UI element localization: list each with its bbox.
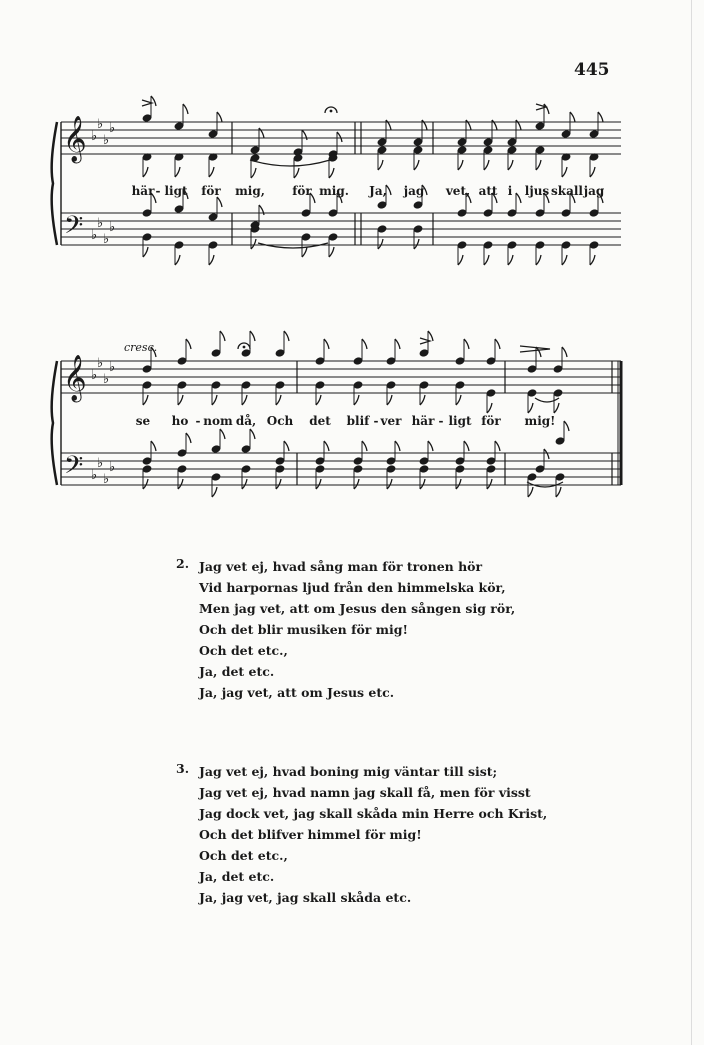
lyric-hyphen: - [373,414,379,428]
brace [52,122,57,245]
note-flag [556,487,561,497]
fermata-dot [330,110,333,113]
flat-sign: ♭ [91,129,98,144]
lyric-syllable: mig, [235,184,265,198]
note-flag [276,395,281,405]
note-flag [209,167,214,177]
note-flag [395,339,400,349]
note-flag [183,104,188,114]
note-flag [354,395,359,405]
note-flag [143,167,148,177]
tie [535,398,559,402]
note-flag [220,429,225,439]
lyric-syllable: att [478,184,498,198]
flat-sign: ♭ [97,117,104,132]
note-flag [251,239,256,249]
flat-sign: ♭ [97,356,104,371]
flat-sign: ♭ [103,372,110,387]
note-flag [143,395,148,405]
note-flag [562,167,567,177]
note-flag [495,339,500,349]
flat-sign: ♭ [109,220,116,235]
lyric-syllable: ligt [448,414,472,428]
flat-sign: ♭ [103,232,110,247]
verse-line: Ja, jag vet, jag skall skåda etc. [199,890,412,905]
verse-line: Ja, det etc. [199,664,275,679]
note-flag [250,331,255,341]
lyric-syllable: det [309,414,331,428]
note-flag [354,479,359,489]
note-flag [329,247,334,257]
note-flag [217,112,222,122]
lyric-syllable: ho [171,414,189,428]
note-flag [143,479,148,489]
note-flag [329,168,334,178]
dynamic-cresc: cresc. [124,341,158,354]
lyric-syllable: för [201,184,221,198]
note-flag [302,247,307,257]
note-flag [178,395,183,405]
note-flag [378,160,383,170]
treble-clef: 𝄞 [63,355,87,401]
verse-line: Vid harpornas ljud från den himmelska kör, [199,580,506,595]
lyric-syllable: skall [551,184,583,198]
verse-line: Men jag vet, att om Jesus den sången sig rör, [199,601,516,616]
verse-line: Och det etc., [199,848,288,863]
note-flag [242,479,247,489]
decrescendo-mark [520,346,550,352]
note-flag [420,479,425,489]
flat-sign: ♭ [91,368,98,383]
bass-clef: 𝄢 [64,211,84,246]
flat-sign: ♭ [109,460,116,475]
lyric-hyphen: - [155,184,161,198]
note-flag [414,160,419,170]
verse-line: Jag dock vet, jag skall skåda min Herre och Krist, [199,806,548,821]
lyric-syllable: mig! [524,414,556,428]
note-flag [294,168,299,178]
lyric-syllable: Ja, [369,184,387,198]
note-flag [217,197,222,207]
note-flag [276,479,281,489]
verse-line: Och det blifver himmel för mig! [199,827,422,842]
flat-sign: ♭ [97,216,104,231]
lyric-syllable: ljus [524,184,550,198]
note-flag [324,339,329,349]
lyric-syllable: se [135,414,151,428]
note-flag [209,255,214,265]
note-flag [143,247,148,257]
note-flag [316,395,321,405]
note-flag [562,255,567,265]
note-flag [186,339,191,349]
note-flag [544,104,549,114]
note-flag [284,441,289,451]
note-flag [536,255,541,265]
note-flag [570,112,575,122]
note-flag [458,160,463,170]
note-flag [151,441,156,451]
note-flag [387,479,392,489]
note-flag [420,395,425,405]
lyric-hyphen: - [438,414,444,428]
note-flag [554,403,559,413]
lyric-syllable: här [411,414,435,428]
note-flag [337,132,342,142]
lyric-syllable: jag [403,184,425,198]
verse-line: Jag vet ej, hvad boning mig väntar till sist; [199,764,498,779]
verse-line: Ja, jag vet, att om Jesus etc. [199,685,395,700]
flat-sign: ♭ [109,360,116,375]
note-flag [456,395,461,405]
note-flag [178,479,183,489]
note-flag [458,255,463,265]
note-flag [250,429,255,439]
note-flag [516,193,521,203]
verse-number: 3. [176,761,190,776]
note-flag [242,395,247,405]
music-score [0,0,704,520]
note-flag [251,168,256,178]
note-flag [544,449,549,459]
lyric-syllable: vet, [445,184,471,198]
lyric-syllable: ligt [164,184,188,198]
verse-2 [176,556,556,703]
lyric-syllable: då, [235,414,257,428]
note-flag [562,347,567,357]
note-flag [324,441,329,451]
flat-sign: ♭ [103,472,110,487]
note-flag [590,255,595,265]
brace [52,361,57,485]
note-flag [495,441,500,451]
flat-sign: ♭ [97,456,104,471]
note-flag [362,339,367,349]
note-flag [414,239,419,249]
note-flag [186,433,191,443]
bass-clef: 𝄢 [64,451,84,486]
lyric-syllable: för [481,414,501,428]
note-flag [464,441,469,451]
lyric-syllable: för [292,184,312,198]
note-flag [428,331,433,341]
note-flag [220,331,225,341]
note-flag [212,395,217,405]
lyric-syllable: mig. [319,184,349,198]
note-flag [395,441,400,451]
note-flag [316,479,321,489]
verse-3 [176,761,556,908]
page-number: 445 [574,60,610,80]
verse-line: Och det blir musiken för mig! [199,622,408,637]
note-flag [590,167,595,177]
note-flag [151,96,156,106]
tie [250,160,330,166]
note-flag [528,403,533,413]
flat-sign: ♭ [109,121,116,136]
note-flag [487,479,492,489]
lyric-syllable: jag [583,184,605,198]
lyric-syllable: ver [380,414,402,428]
note-flag [528,487,533,497]
treble-clef: 𝄞 [63,116,87,162]
flat-sign: ♭ [91,468,98,483]
verse-line: Ja, det etc. [199,869,275,884]
note-flag [456,479,461,489]
lyric-syllable: Och [266,414,294,428]
note-flag [508,160,513,170]
note-flag [564,421,569,431]
note-flag [487,403,492,413]
lyric-hyphen: - [195,414,201,428]
flat-sign: ♭ [91,228,98,243]
note-flag [598,112,603,122]
note-flag [464,339,469,349]
verse-line: Jag vet ej, hvad sång man för tronen hör [199,559,483,574]
verse-line: Och det etc., [199,643,288,658]
note-flag [378,239,383,249]
note-flag [175,255,180,265]
note-flag [484,160,489,170]
lyric-syllable: här [131,184,155,198]
fermata-dot [243,346,246,349]
note-flag [484,255,489,265]
note-flag [362,441,367,451]
note-flag [508,255,513,265]
note-flag [387,395,392,405]
note-flag [284,331,289,341]
note-flag [536,160,541,170]
lyric-syllable: i [507,184,513,198]
lyric-syllable: blif [346,414,370,428]
note-flag [175,167,180,177]
note-flag [428,441,433,451]
flat-sign: ♭ [103,133,110,148]
lyric-syllable: nom [203,414,233,428]
verse-line: Jag vet ej, hvad namn jag skall få, men för visst [199,785,531,800]
verse-number: 2. [176,556,190,571]
note-flag [212,487,217,497]
